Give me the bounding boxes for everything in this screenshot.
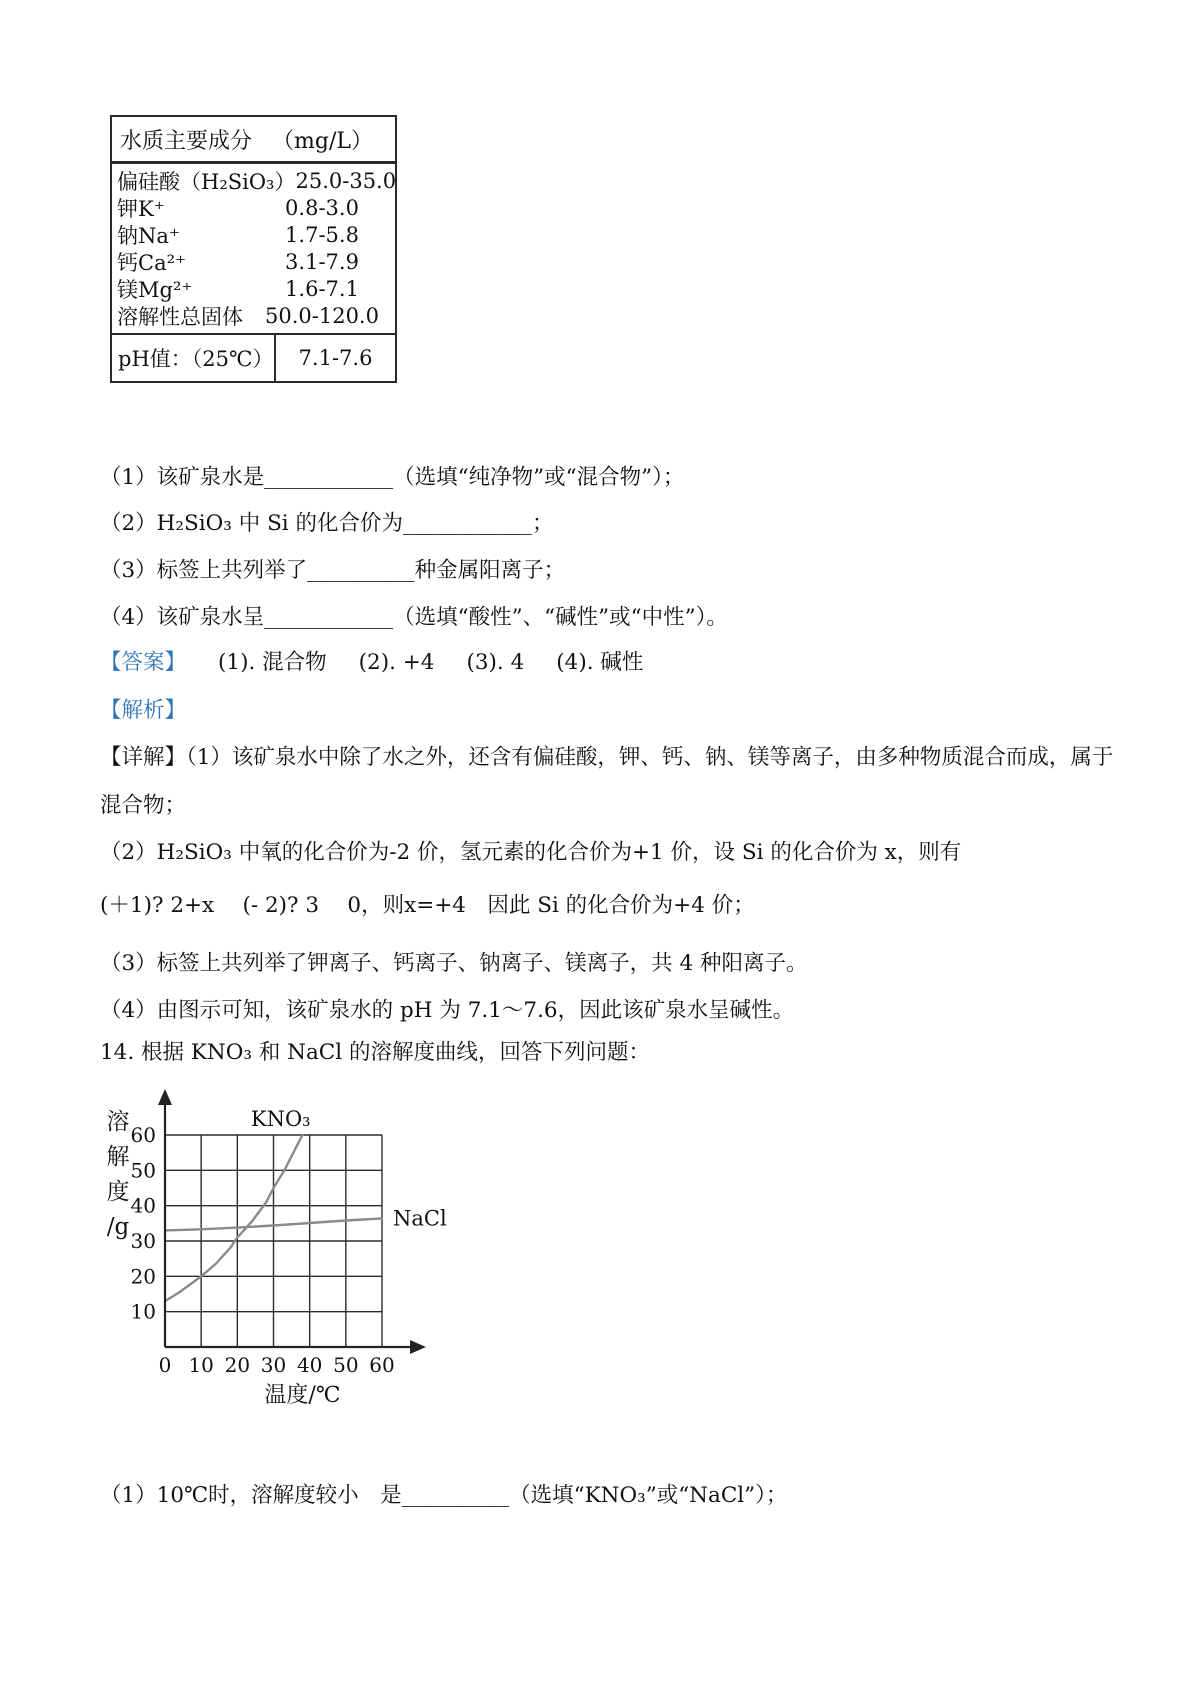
svg-text:20: 20 <box>224 1353 251 1377</box>
component-label: 钙Ca²⁺ <box>117 250 187 275</box>
svg-text:60: 60 <box>369 1353 395 1377</box>
table-row <box>112 302 395 329</box>
detail-paragraph-1: 【详解】（1）该矿泉水中除了水之外，还含有偏硅酸，钾、钙、钠、镁等离子，由多种物质混合而成，属于混合物； <box>100 745 1114 818</box>
svg-text:NaCl: NaCl <box>393 1206 447 1231</box>
chart-grid <box>165 1135 382 1347</box>
svg-text:0: 0 <box>158 1353 172 1377</box>
component-value: 1.6-7.1 <box>285 276 359 301</box>
component-label: 镁Mg²⁺ <box>117 277 193 302</box>
y-axis-arrow-icon <box>158 1089 172 1105</box>
table-header-unit: （mg/L） <box>272 128 373 154</box>
table-body <box>112 164 395 333</box>
component-value: 3.1-7.9 <box>285 249 359 274</box>
svg-text:20: 20 <box>130 1264 156 1289</box>
svg-text:KNO₃: KNO₃ <box>250 1107 311 1131</box>
svg-text:60: 60 <box>130 1123 156 1147</box>
table-ph-row <box>112 333 395 381</box>
component-value: 1.7-5.8 <box>285 222 359 247</box>
svg-text:10: 10 <box>130 1299 156 1324</box>
question-14-stem: 14. 根据 KNO₃ 和 NaCl 的溶解度曲线，回答下列问题： <box>100 1040 650 1065</box>
component-label: 溶解性总固体 <box>117 304 243 329</box>
solubility-chart <box>100 1085 450 1420</box>
table-header-component: 水质主要成分 <box>120 128 253 154</box>
question-4: （4）该矿泉水呈____________（选填“酸性”、“碱性”或“中性”）。 <box>100 605 728 630</box>
table-row <box>112 194 395 221</box>
answer-item: (4). 碱性 <box>556 650 644 675</box>
detail-paragraph-3: （3）标签上共列举了钾离子、钙离子、钠离子、镁离子，共 4 种阳离子。 <box>100 951 808 976</box>
svg-text:40: 40 <box>130 1193 156 1218</box>
table-row <box>112 221 395 248</box>
table-row <box>112 275 395 302</box>
answer-marker: 【答案】 <box>100 650 187 675</box>
detail-paragraph-2: （2）H₂SiO₃ 中氧的化合价为-2 价，氢元素的化合价为+1 价，设 Si 的化合价为 x，则有 <box>100 840 962 865</box>
answer-item: (2). +4 <box>358 650 435 675</box>
svg-text:50: 50 <box>333 1353 359 1377</box>
question-3: （3）标签上共列举了__________种金属阳离子； <box>100 558 566 583</box>
svg-text:10: 10 <box>188 1353 214 1377</box>
x-axis-arrow-icon <box>410 1340 426 1354</box>
svg-text:温度/℃: 温度/℃ <box>264 1383 341 1408</box>
table-row <box>112 167 395 194</box>
ph-label: pH值：（25℃） <box>112 335 276 381</box>
detail-formula: (＋1)? 2+x (- 2)? 3 0，则x=+4 因此 Si 的化合价为+4 价； <box>100 893 755 918</box>
analysis-marker: 【解析】 <box>100 698 187 723</box>
component-value: 25.0-35.0 <box>295 168 397 193</box>
svg-text:50: 50 <box>130 1158 156 1183</box>
svg-text:40: 40 <box>296 1353 323 1377</box>
table-header-row <box>112 117 395 164</box>
component-value: 0.8-3.0 <box>285 195 359 220</box>
question-14-sub-1: （1）10℃时，溶解度较小 是__________（选填“KNO₃”或“NaCl”）； <box>100 1483 788 1508</box>
svg-text:30: 30 <box>260 1353 287 1377</box>
component-label: 钾K⁺ <box>117 196 165 221</box>
answer-line <box>100 651 643 674</box>
answer-item: (1). 混合物 <box>218 650 327 675</box>
y-tick-labels <box>131 1123 156 1324</box>
x-tick-labels <box>159 1353 395 1377</box>
component-label: 钠Na⁺ <box>117 223 180 248</box>
component-value: 50.0-120.0 <box>265 303 379 328</box>
svg-text:30: 30 <box>130 1229 156 1253</box>
table-row <box>112 248 395 275</box>
question-2: （2）H₂SiO₃ 中 Si 的化合价为____________； <box>100 511 554 536</box>
ph-value: 7.1-7.6 <box>298 346 373 370</box>
component-label: 偏硅酸（H₂SiO₃） <box>117 169 296 194</box>
y-axis-label: 溶 解 度 /g <box>106 1109 130 1240</box>
water-quality-table <box>110 115 397 383</box>
answer-item: (3). 4 <box>466 650 525 675</box>
solubility-chart-svg <box>100 1085 450 1420</box>
detail-paragraph-4: （4）由图示可知，该矿泉水的 pH 为 7.1～7.6，因此该矿泉水呈碱性。 <box>100 998 795 1023</box>
question-1: （1）该矿泉水是____________（选填“纯净物”或“混合物”）； <box>100 465 685 490</box>
